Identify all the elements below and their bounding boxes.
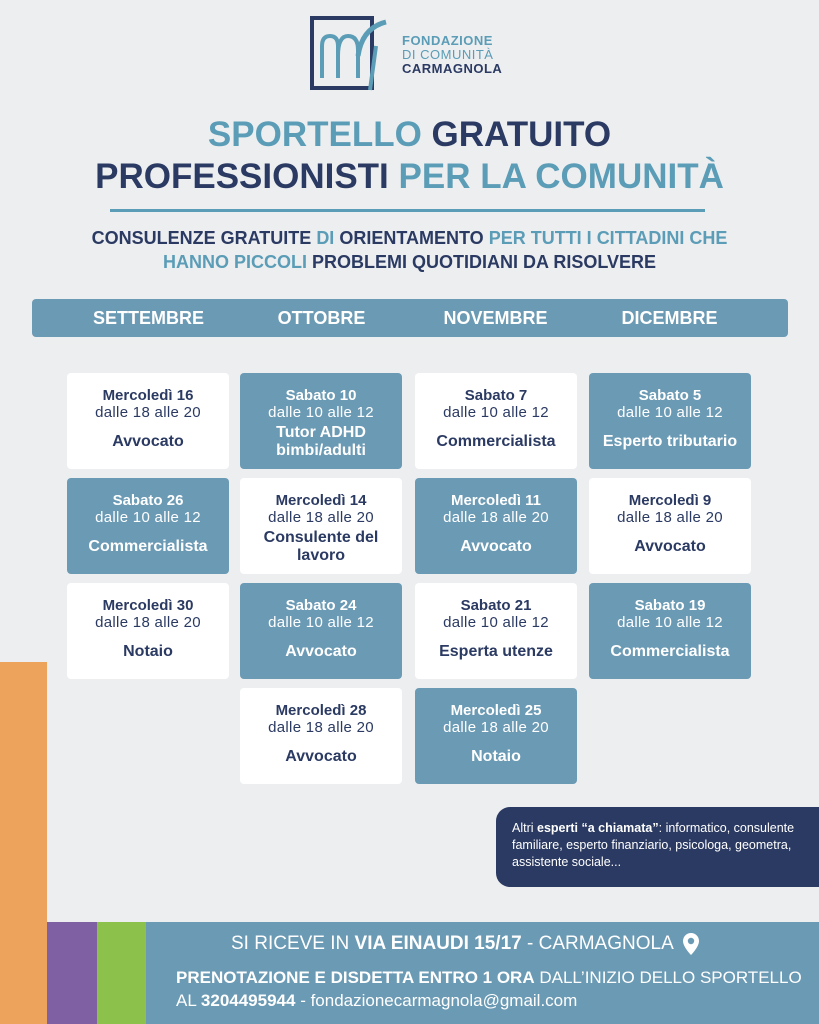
schedule-card [415, 583, 577, 679]
card-day: Mercoledì 16 [102, 387, 194, 404]
card-role: Avvocato [112, 433, 184, 450]
page-title-line-1 [0, 114, 819, 156]
title-divider [110, 209, 705, 212]
card-role: Notaio [471, 748, 521, 765]
schedule-card [67, 478, 229, 574]
footer-booking [176, 966, 816, 1012]
card-role: Commercialista [610, 643, 730, 660]
card-role: Notaio [123, 643, 173, 660]
decor-bar-green [97, 922, 146, 1024]
page-title-line-2 [0, 156, 819, 198]
card-day: Sabato 7 [464, 387, 528, 404]
footer-email: - fondazionecarmagnola@gmail.com [300, 991, 578, 1010]
card-time: dalle 10 alle 12 [443, 404, 549, 421]
subtitle-part-2: DI [316, 228, 335, 248]
card-role: Esperta utenze [439, 643, 553, 660]
month-october: OTTOBRE [277, 308, 366, 328]
card-time: dalle 10 alle 12 [617, 404, 723, 421]
schedule-card [415, 478, 577, 574]
schedule-card [67, 583, 229, 679]
logo-line-3: CARMAGNOLA [402, 61, 503, 76]
title-word-per-la-comunita: PER LA COMUNITÀ [398, 157, 724, 196]
card-role: Commercialista [88, 538, 208, 555]
schedule-card [240, 478, 402, 574]
card-time: dalle 10 alle 12 [268, 614, 374, 631]
card-role: Consulente del lavoro [263, 529, 379, 564]
on-call-experts-note [496, 807, 819, 887]
location-pin-icon [682, 932, 700, 956]
note-text-2: esperti [537, 821, 579, 835]
card-day: Sabato 10 [285, 387, 357, 404]
logo-line-1: FONDAZIONE [402, 33, 493, 48]
schedule-card [589, 583, 751, 679]
logo-line-2: DI COMUNITÀ [402, 47, 494, 62]
footer-phone: 3204495944 [200, 991, 296, 1010]
decor-bar-orange [0, 662, 47, 1024]
card-time: dalle 18 alle 20 [268, 509, 374, 526]
note-text-3: “a chiamata” [581, 821, 659, 835]
card-day: Sabato 21 [460, 597, 532, 614]
card-time: dalle 18 alle 20 [95, 404, 201, 421]
card-time: dalle 10 alle 12 [443, 614, 549, 631]
subtitle-line-2 [0, 249, 819, 275]
footer-info [146, 922, 819, 1024]
card-time: dalle 10 alle 12 [268, 404, 374, 421]
month-november: NOVEMBRE [443, 308, 548, 328]
subtitle-part-5: HANNO PICCOLI [162, 252, 307, 272]
card-time: dalle 18 alle 20 [443, 719, 549, 736]
card-role: Avvocato [285, 643, 357, 660]
card-day: Sabato 24 [285, 597, 357, 614]
footer-booking-text: DALL’INIZIO DELLO SPORTELLO AL [176, 968, 802, 1010]
card-role: Avvocato [460, 538, 532, 555]
card-day: Mercoledì 14 [275, 492, 367, 509]
card-role: Esperto tributario [602, 433, 738, 450]
card-time: dalle 10 alle 12 [95, 509, 201, 526]
subtitle-part-3: ORIENTAMENTO [339, 228, 484, 248]
schedule-card [67, 373, 229, 469]
schedule-card [415, 373, 577, 469]
schedule-card [589, 478, 751, 574]
foundation-logo [310, 16, 520, 92]
card-time: dalle 18 alle 20 [443, 509, 549, 526]
card-day: Mercoledì 11 [450, 492, 542, 509]
card-day: Mercoledì 30 [102, 597, 194, 614]
subtitle-part-6: PROBLEMI QUOTIDIANI DA RISOLVERE [312, 252, 657, 272]
note-text-1: Altri [512, 821, 534, 835]
schedule-card [240, 583, 402, 679]
footer-booking-rule: PRENOTAZIONE E DISDETTA ENTRO 1 ORA [176, 968, 535, 987]
month-december: DICEMBRE [621, 308, 718, 328]
schedule-card [240, 688, 402, 784]
note-text-4: : informatico, consulente familiare, esperto finanziario, psicologa, geometra, assistente sociale... [512, 821, 795, 869]
footer-address [231, 932, 700, 956]
logo-wordmark [402, 34, 502, 76]
card-time: dalle 18 alle 20 [268, 719, 374, 736]
title-word-sportello: SPORTELLO [207, 115, 422, 154]
card-time: dalle 18 alle 20 [617, 509, 723, 526]
schedule-card [240, 373, 402, 469]
title-word-professionisti: PROFESSIONISTI [95, 157, 389, 196]
card-role: Avvocato [285, 748, 357, 765]
card-role: Commercialista [436, 433, 556, 450]
schedule-card [415, 688, 577, 784]
card-day: Mercoledì 9 [628, 492, 712, 509]
card-role: Avvocato [634, 538, 706, 555]
footer-address-street: VIA EINAUDI 15/17 [354, 933, 522, 954]
footer-address-city: - CARMAGNOLA [527, 933, 674, 954]
decor-bar-purple [47, 922, 97, 1024]
subtitle-part-4: PER TUTTI I CITTADINI CHE [488, 228, 728, 248]
card-day: Mercoledì 25 [450, 702, 542, 719]
title-word-gratuito: GRATUITO [431, 115, 612, 154]
card-day: Sabato 26 [112, 492, 184, 509]
card-day: Sabato 19 [634, 597, 706, 614]
schedule-card [589, 373, 751, 469]
subtitle-line-1 [0, 225, 819, 251]
logo-mark-icon [310, 16, 392, 92]
subtitle-part-1: CONSULENZE GRATUITE [91, 228, 312, 248]
card-role: Tutor ADHD bimbi/adulti [276, 424, 366, 459]
month-september: SETTEMBRE [92, 308, 204, 328]
card-time: dalle 18 alle 20 [95, 614, 201, 631]
card-day: Sabato 5 [638, 387, 702, 404]
card-day: Mercoledì 28 [275, 702, 367, 719]
months-header [32, 299, 788, 337]
card-time: dalle 10 alle 12 [617, 614, 723, 631]
footer-address-prefix: SI RICEVE IN [231, 933, 350, 954]
